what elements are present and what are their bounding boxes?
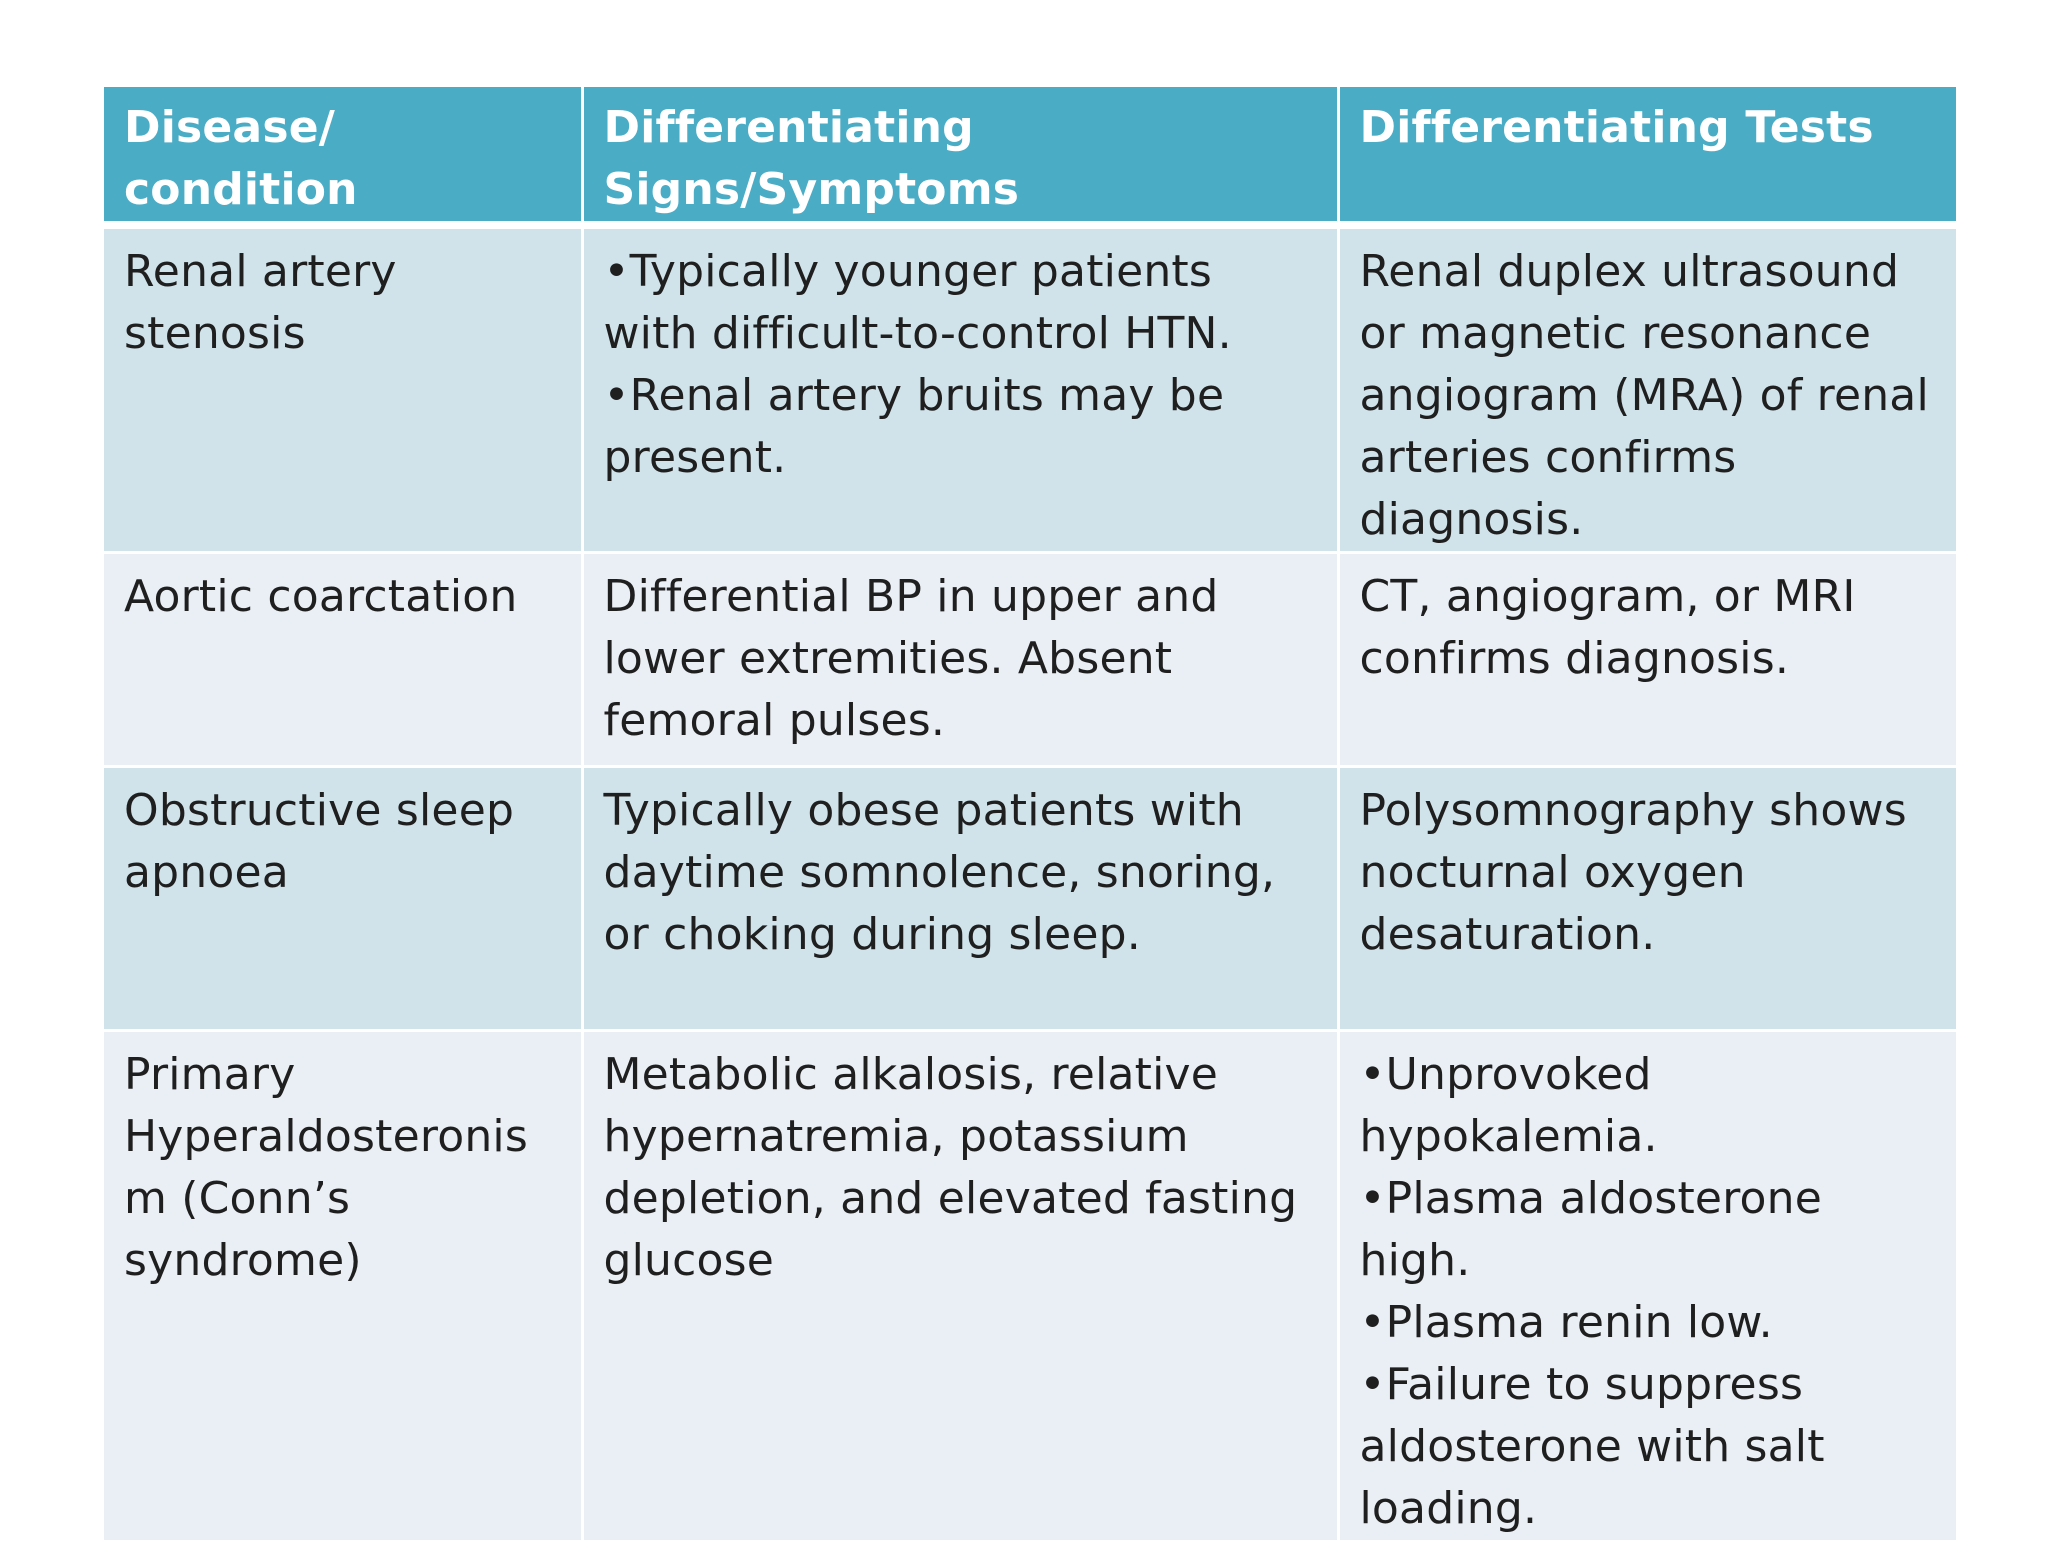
tests-bullet: •Failure to suppress aldosterone with salt loading. [1359,1359,1825,1534]
table-row [104,553,1956,767]
condition-text: Obstructive sleep apnoea [124,785,515,898]
header-signs-symptoms: Differentiating Signs/Symptoms [582,87,1338,225]
condition-text: Renal artery stenosis [124,246,397,359]
signs-text: Typically obese patients with daytime somnolence, snoring, or choking during sleep. [603,785,1276,960]
differential-diagnosis-table [104,87,1956,1543]
tests-bullet: •Unprovoked hypokalemia. [1359,1049,1658,1162]
tests-cell [1338,1031,1956,1542]
condition-cell [104,553,582,767]
tests-text: CT, angiogram, or MRI confirms diagnosis. [1359,571,1856,684]
table-row [104,1031,1956,1542]
table-header-row [104,87,1956,225]
signs-bullet: •Typically younger patients with difficult-to-control HTN. [603,246,1232,359]
tests-cell [1338,767,1956,1031]
condition-text: Aortic coarctation [124,571,518,622]
condition-cell [104,1031,582,1542]
tests-cell [1338,225,1956,553]
signs-cell [582,1031,1338,1542]
condition-cell [104,225,582,553]
header-disease-condition: Disease/ condition [104,87,582,225]
table-row [104,767,1956,1031]
signs-cell [582,225,1338,553]
tests-bullet: •Plasma renin low. [1359,1297,1773,1348]
condition-text: Primary Hyperaldosteronism (Conn’s syndrome) [124,1049,528,1286]
signs-text: Differential BP in upper and lower extremities. Absent femoral pulses. [603,571,1219,746]
signs-cell [582,553,1338,767]
tests-text: Renal duplex ultrasound or magnetic resonance angiogram (MRA) of renal arteries confirms diagnosis. [1359,246,1929,545]
header-tests: Differentiating Tests [1338,87,1956,225]
signs-text: Metabolic alkalosis, relative hypernatremia, potassium depletion, and elevated fasting glucose [603,1049,1298,1286]
tests-cell [1338,553,1956,767]
table-row [104,225,1956,553]
tests-bullet: •Plasma aldosterone high. [1359,1173,1822,1286]
signs-bullet: •Renal artery bruits may be present. [603,370,1225,483]
signs-cell [582,767,1338,1031]
condition-cell [104,767,582,1031]
tests-text: Polysomnography shows nocturnal oxygen desaturation. [1359,785,1907,960]
